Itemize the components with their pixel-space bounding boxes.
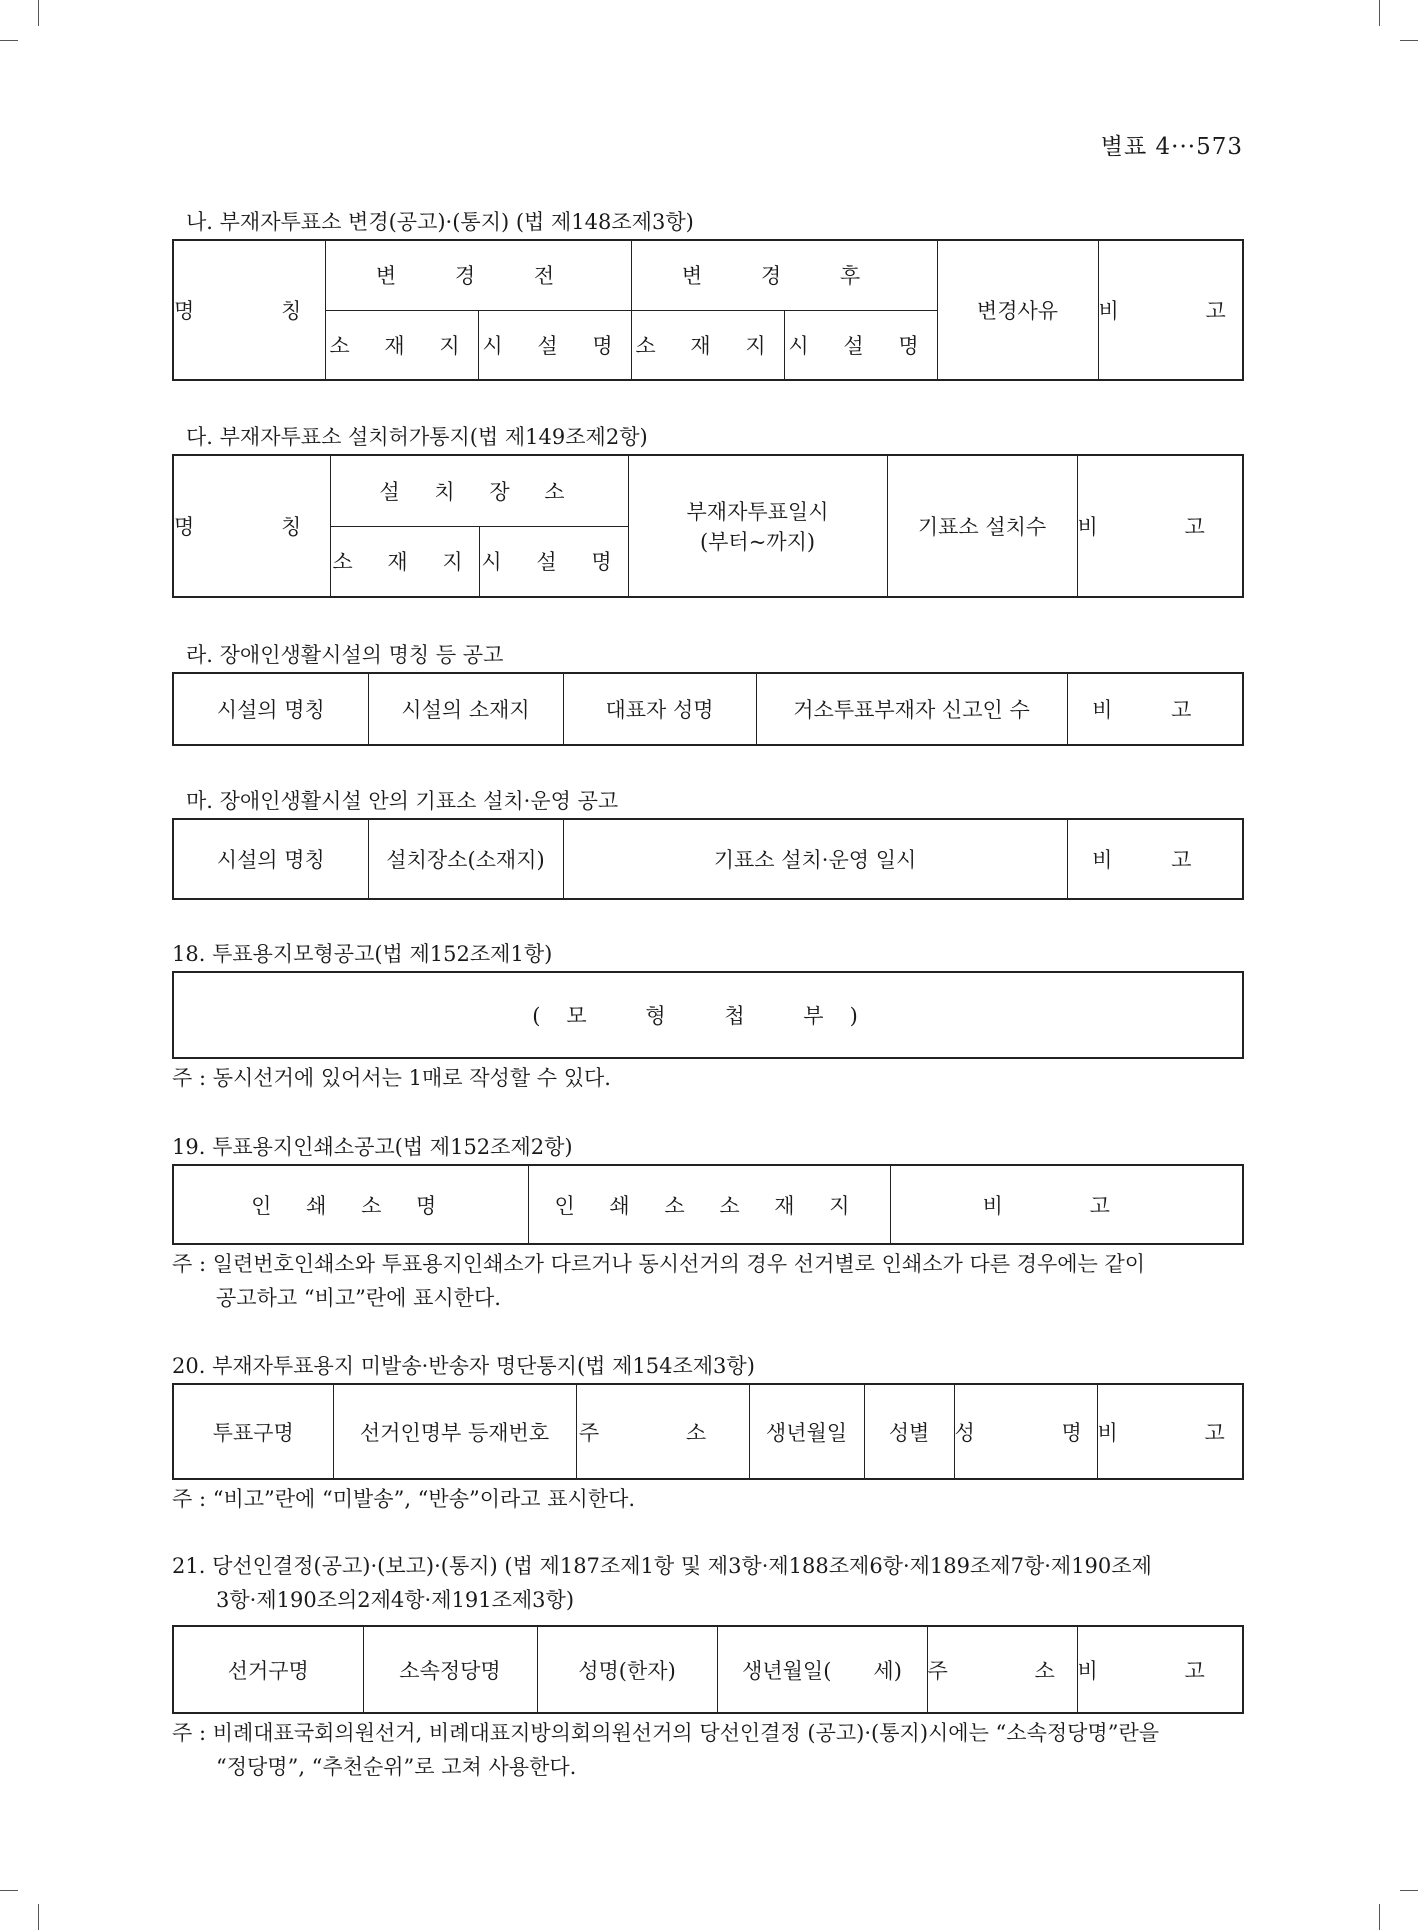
cell-remarks: 비 고 <box>1067 819 1243 899</box>
form-table <box>172 971 1244 1059</box>
cell-district: 선거구명 <box>173 1626 363 1713</box>
cell-place: 설 치 장 소 <box>330 455 628 526</box>
form-table <box>172 1164 1244 1245</box>
heading-line1: 21. 당선인결정(공고)·(보고)·(통지) (법 제187조제1항 및 제3항·제188조제6항·제189조제7항·제190조제 <box>172 1554 1152 1578</box>
cell-party: 소속정당명 <box>363 1626 537 1713</box>
crop-mark <box>0 40 18 41</box>
cell-address: 주 소 <box>927 1626 1077 1713</box>
cell-name-hanja: 성명(한자) <box>537 1626 717 1713</box>
cell-before: 변 경 전 <box>325 240 631 310</box>
section-18 <box>172 937 1244 1095</box>
crop-mark <box>1379 1904 1380 1930</box>
cell-birth: 생년월일 <box>749 1384 864 1479</box>
section-heading: 다. 부재자투표소 설치허가통지(법 제149조제2항) <box>186 425 648 449</box>
section-heading: 19. 투표용지인쇄소공고(법 제152조제2항) <box>172 1135 573 1159</box>
cell-gender: 성별 <box>864 1384 954 1479</box>
crop-mark <box>1400 1890 1418 1891</box>
form-table <box>172 1625 1244 1714</box>
section-heading: 20. 부재자투표용지 미발송·반송자 명단통지(법 제154조제3항) <box>172 1354 755 1378</box>
heading-line2: 3항·제190조의2제4항·제191조제3항) <box>216 1588 575 1612</box>
form-table <box>172 672 1244 746</box>
cell-after: 변 경 후 <box>631 240 937 310</box>
cell-location: 소 재 지 <box>330 526 479 597</box>
page-number: 별표 4···573 <box>1100 134 1243 160</box>
section-ra <box>172 638 1244 746</box>
note-line2: “정당명”, “추천순위”로 고쳐 사용한다. <box>216 1755 577 1779</box>
cell-register-no: 선거인명부 등재번호 <box>333 1384 576 1479</box>
cell-reason: 변경사유 <box>937 240 1098 380</box>
form-table <box>172 239 1266 381</box>
cell-place: 설치장소(소재지) <box>368 819 563 899</box>
section-21 <box>172 1549 1244 1784</box>
cell-remarks: 비 고 <box>1077 1626 1243 1713</box>
cell-birth-age: 생년월일( 세) <box>717 1626 927 1713</box>
note-line2: 공고하고 “비고”란에 표시한다. <box>216 1286 501 1310</box>
section-heading: 나. 부재자투표소 변경(공고)·(통지) (법 제148조제3항) <box>186 210 694 234</box>
form-table <box>172 1383 1265 1480</box>
cell-reporters: 거소투표부재자 신고인 수 <box>756 673 1067 745</box>
cell-facility-location: 시설의 소재지 <box>368 673 563 745</box>
cell-remarks: 비 고 <box>1067 673 1243 745</box>
cell-remarks: 비 고 <box>890 1165 1243 1244</box>
cell-facility-name: 시설의 명칭 <box>173 673 368 745</box>
note-line1: 주 : 비례대표국회의원선거, 비례대표지방의회의원선거의 당선인결정 (공고)·(통지)시에는 “소속정당명”란을 <box>172 1721 1160 1745</box>
cell-remarks: 비 고 <box>1097 1384 1243 1479</box>
crop-mark <box>1379 0 1380 26</box>
cell-printer-name: 인 쇄 소 명 <box>173 1165 528 1244</box>
section-na <box>172 205 1266 381</box>
note-line1: 주 : 일련번호인쇄소와 투표용지인쇄소가 다르거나 동시선거의 경우 선거별로 인쇄소가 다른 경우에는 같이 <box>172 1252 1146 1276</box>
cell-remarks: 비 고 <box>1077 455 1243 597</box>
section-20 <box>172 1349 1265 1516</box>
cell-datetime <box>628 455 887 597</box>
cell-address: 주 소 <box>576 1384 749 1479</box>
note: 주 : “비고”란에 “미발송”, “반송”이라고 표시한다. <box>172 1487 636 1511</box>
cell-representative: 대표자 성명 <box>563 673 756 745</box>
cell-location: 소 재 지 <box>631 310 784 380</box>
note: 주 : 동시선거에 있어서는 1매로 작성할 수 있다. <box>172 1066 611 1090</box>
cell-remarks: 비 고 <box>1098 240 1243 380</box>
note <box>172 1247 1244 1315</box>
cell-attachment: (모 형 첩 부) <box>173 972 1243 1058</box>
crop-mark <box>1400 40 1418 41</box>
cell-booths: 기표소 설치수 <box>887 455 1077 597</box>
cell-facility-name: 시설의 명칭 <box>173 819 368 899</box>
datetime-line2: (부터~까지) <box>699 530 816 554</box>
note <box>172 1716 1244 1784</box>
crop-mark <box>0 1890 18 1891</box>
form-table <box>172 818 1244 900</box>
form-table <box>172 454 1244 598</box>
crop-mark <box>38 1904 39 1930</box>
cell-operation: 기표소 설치·운영 일시 <box>563 819 1067 899</box>
section-ma <box>172 784 1244 900</box>
cell-name: 명 칭 <box>173 240 325 380</box>
cell-name: 성 명 <box>954 1384 1097 1479</box>
section-heading: 18. 투표용지모형공고(법 제152조제1항) <box>172 942 553 966</box>
cell-facility: 시 설 명 <box>479 526 628 597</box>
cell-printer-location: 인 쇄 소 소 재 지 <box>528 1165 890 1244</box>
cell-facility: 시 설 명 <box>478 310 631 380</box>
datetime-line1: 부재자투표일시 <box>686 500 829 524</box>
section-heading: 마. 장애인생활시설 안의 기표소 설치·운영 공고 <box>186 789 619 813</box>
cell-vote-district: 투표구명 <box>173 1384 333 1479</box>
cell-name: 명 칭 <box>173 455 330 597</box>
cell-location: 소 재 지 <box>325 310 478 380</box>
section-heading <box>172 1549 1244 1617</box>
section-heading: 라. 장애인생활시설의 명칭 등 공고 <box>186 643 504 667</box>
section-da <box>172 420 1244 598</box>
crop-mark <box>38 0 39 26</box>
cell-facility: 시 설 명 <box>784 310 937 380</box>
section-19 <box>172 1130 1244 1315</box>
